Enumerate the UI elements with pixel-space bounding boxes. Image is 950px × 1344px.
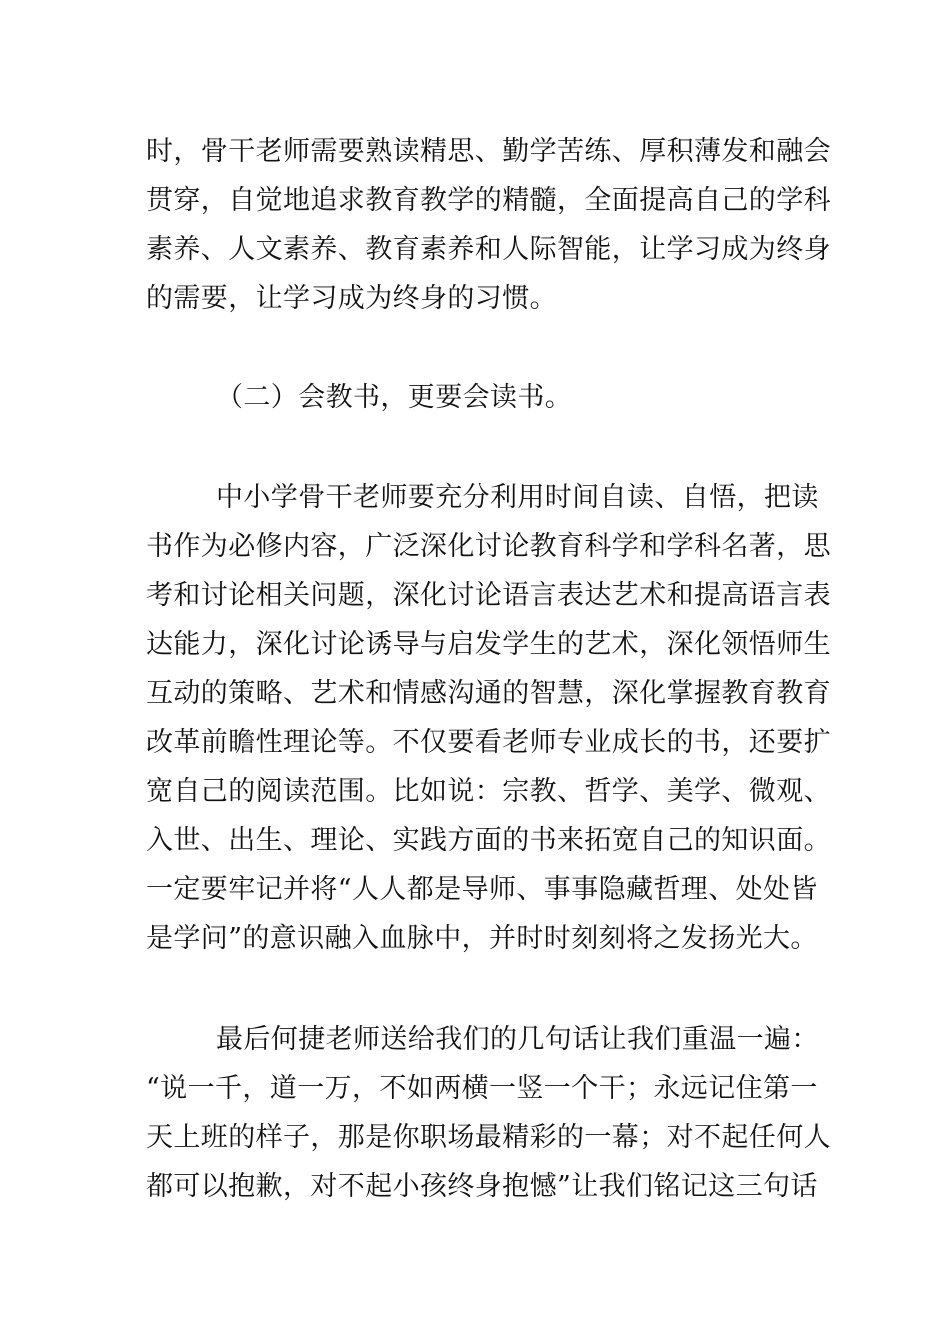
text-line: 是学问”的意识融入血脉中，并时时刻刻将之发扬光大。	[146, 923, 818, 954]
text-line: 贯穿，自觉地追求教育教学的精髓，全面提高自己的学科	[146, 185, 831, 216]
text-line: 入世、出生、理论、实践方面的书来拓宽自己的知识面。	[146, 825, 831, 856]
text-line: 书作为必修内容，广泛深化讨论教育科学和学科名著，思	[146, 531, 831, 562]
text-line: 时，骨干老师需要熟读精思、勤学苦练、厚积薄发和融会	[146, 136, 831, 167]
text-line: 考和讨论相关问题，深化讨论语言表达艺术和提高语言表	[146, 580, 831, 611]
text-line: 中小学骨干老师要充分利用时间自读、自悟，把读	[216, 482, 819, 513]
text-line: 达能力，深化讨论诱导与启发学生的艺术，深化领悟师生	[146, 629, 831, 660]
text-line: 天上班的样子，那是你职场最精彩的一幕；对不起任何人	[146, 1122, 831, 1153]
text-line: 改革前瞻性理论等。不仅要看老师专业成长的书，还要扩	[146, 727, 831, 758]
text-line: 都可以抱歉，对不起小孩终身抱憾”让我们铭记这三句话	[146, 1171, 818, 1202]
text-line: 一定要牢记并将“人人都是导师、事事隐藏哲理、处处皆	[146, 874, 818, 905]
text-line: 互动的策略、艺术和情感沟通的智慧，深化掌握教育教育	[146, 678, 831, 709]
section-heading: （二）会教书，更要会读书。	[216, 382, 573, 413]
text-line: 宽自己的阅读范围。比如说：宗教、哲学、美学、微观、	[146, 776, 831, 807]
text-line: 的需要，让学习成为终身的习惯。	[146, 283, 557, 314]
text-line: “说一千，道一万，不如两横一竖一个干；永远记住第一	[146, 1073, 818, 1104]
text-line: 素养、人文素养、教育素养和人际智能，让学习成为终身	[146, 234, 831, 265]
text-line: 最后何捷老师送给我们的几句话让我们重温一遍：	[216, 1024, 819, 1055]
